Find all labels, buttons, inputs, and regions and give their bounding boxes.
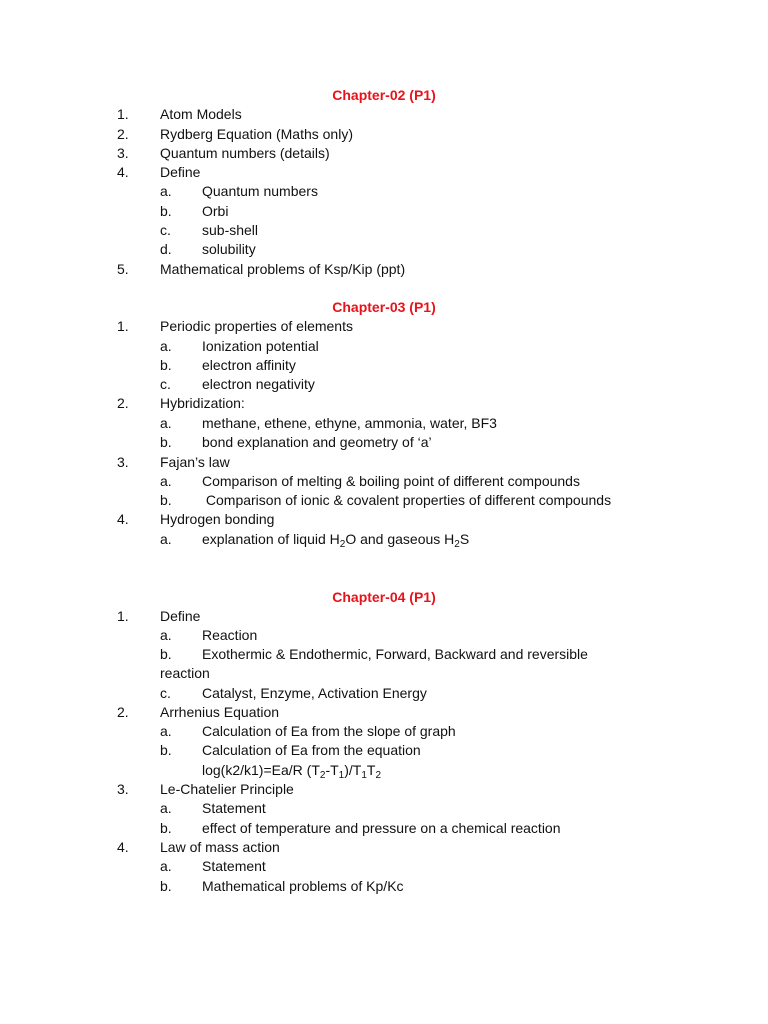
- sub-list-item: [0, 819, 768, 838]
- list-item: [0, 317, 768, 336]
- chapter-title: Chapter-04 (P1): [332, 588, 436, 605]
- item-number: 1.: [117, 318, 129, 334]
- sub-list-item: [0, 741, 768, 760]
- list-item: [0, 394, 768, 413]
- sub-list-item: [0, 221, 768, 240]
- item-number: 1.: [117, 106, 129, 122]
- list-item: [0, 510, 768, 529]
- list-item: [0, 607, 768, 626]
- sub-list-item: [0, 240, 768, 259]
- sub-item-text: explanation of liquid $H_2O$ and gaseous $H_2S$: [202, 530, 470, 550]
- item-text: Rydberg Equation (Maths only): [160, 125, 353, 142]
- item-number: 4.: [117, 511, 129, 527]
- sub-list-item: [0, 530, 768, 549]
- sub-item-text: methane, ethene, ethyne, ammonia, water, BF3: [202, 414, 497, 431]
- list-item: [0, 703, 768, 722]
- sub-item-text: Calculation of Ea from the slope of graph: [202, 723, 456, 739]
- item-number: 5.: [117, 260, 129, 277]
- sub-item-letter: d.: [160, 241, 172, 257]
- item-text: Hydrogen bonding: [160, 511, 275, 527]
- sub-list-item: [0, 684, 768, 703]
- sub-list-item: [0, 337, 768, 356]
- item-text: Hybridization:: [160, 395, 245, 411]
- item-text: Mathematical problems of Ksp/Kip (ppt): [160, 260, 406, 277]
- sub-item-letter: a.: [160, 626, 172, 643]
- sub-list-item: [0, 182, 768, 201]
- sub-item-letter: b.: [160, 646, 172, 662]
- sub-list-item: [0, 645, 768, 664]
- sub-item-letter: a.: [160, 858, 172, 874]
- sub-item-text: Comparison of ionic & covalent properties of different compounds: [202, 492, 612, 508]
- sub-item-letter: c.: [160, 222, 171, 238]
- item-text: Atom Models: [160, 106, 242, 122]
- item-text: Periodic properties of elements: [160, 318, 353, 334]
- sub-list-item: [0, 433, 768, 452]
- sub-item-letter: a.: [160, 414, 172, 431]
- continuation-line: [0, 664, 768, 683]
- arrhenius-equation: log(k2/k1)=Ea/R $(T_2-T_1)/T_1T_2$: [202, 762, 382, 781]
- sub-list-item: [0, 472, 768, 491]
- item-text: Arrhenius Equation: [160, 704, 280, 720]
- sub-item-letter: b.: [160, 819, 172, 836]
- item-text: Define: [160, 164, 201, 180]
- sub-item-letter: b.: [160, 202, 172, 219]
- list-item: [0, 780, 768, 799]
- sub-item-text: Reaction: [202, 626, 258, 643]
- sub-item-text: Quantum numbers: [202, 183, 318, 199]
- sub-item-text: Statement: [202, 800, 266, 816]
- sub-item-letter: b.: [160, 434, 172, 450]
- sub-list-item: [0, 799, 768, 818]
- sub-item-letter: a.: [160, 183, 172, 199]
- sub-item-letter: c.: [160, 376, 171, 392]
- item-number: 4.: [117, 164, 129, 180]
- list-item: [0, 453, 768, 472]
- list-item: [0, 105, 768, 124]
- sub-item-text: solubility: [202, 241, 256, 257]
- sub-list-item: [0, 877, 768, 896]
- sub-item-letter: b.: [160, 742, 172, 758]
- list-item: [0, 125, 768, 144]
- sub-item-text: Ionization potential: [202, 337, 319, 354]
- sub-item-text: Calculation of Ea from the equation: [202, 742, 421, 758]
- sub-list-item: [0, 375, 768, 394]
- sub-item-text: sub-shell: [202, 222, 259, 238]
- sub-list-item: [0, 857, 768, 876]
- sub-list-item: [0, 626, 768, 645]
- sub-item-letter: a.: [160, 472, 172, 489]
- item-text: Le-Chatelier Principle: [160, 781, 294, 797]
- sub-item-letter: c.: [160, 684, 171, 701]
- item-number: 1.: [117, 607, 129, 624]
- item-number: 2.: [117, 704, 129, 720]
- sub-item-letter: a.: [160, 723, 172, 739]
- sub-item-text: Statement: [202, 858, 266, 874]
- list-item: [0, 144, 768, 163]
- list-item: [0, 163, 768, 182]
- sub-list-item: [0, 202, 768, 221]
- sub-item-text: electron negativity: [202, 376, 315, 392]
- sub-item-text: Comparison of melting & boiling point of different compounds: [202, 472, 580, 489]
- sub-item-letter: b.: [160, 357, 172, 373]
- sub-item-text: Mathematical problems of Kp/Kc: [202, 877, 404, 894]
- sub-item-letter: b.: [160, 492, 172, 508]
- item-number: 2.: [117, 395, 129, 411]
- sub-item-letter: a.: [160, 337, 172, 354]
- sub-item-text: Catalyst, Enzyme, Activation Energy: [202, 684, 427, 701]
- sub-item-letter: b.: [160, 877, 172, 894]
- item-text: Quantum numbers (details): [160, 145, 330, 161]
- sub-list-item: [0, 414, 768, 433]
- item-text: Define: [160, 607, 201, 624]
- list-item: [0, 260, 768, 279]
- item-text: Law of mass action: [160, 839, 280, 855]
- item-text: Fajan’s law: [160, 453, 230, 470]
- sub-item-letter: a.: [160, 530, 172, 547]
- sub-list-item: [0, 491, 768, 510]
- list-item: [0, 838, 768, 857]
- item-number: 3.: [117, 453, 129, 470]
- sub-item-letter: a.: [160, 800, 172, 816]
- sub-item-text: effect of temperature and pressure on a chemical reaction: [202, 819, 561, 836]
- chapter-title: Chapter-03 (P1): [332, 299, 436, 315]
- item-number: 2.: [117, 125, 129, 142]
- equation-line: [0, 761, 768, 780]
- sub-item-text: Exothermic & Endothermic, Forward, Backward and reversible: [202, 646, 588, 662]
- item-number: 3.: [117, 145, 129, 161]
- sub-list-item: [0, 356, 768, 375]
- sub-item-text: bond explanation and geometry of ‘a’: [202, 434, 432, 450]
- item-number: 3.: [117, 781, 129, 797]
- chapter-title: Chapter-02 (P1): [332, 87, 436, 103]
- continuation-text: reaction: [160, 665, 210, 681]
- item-number: 4.: [117, 839, 129, 855]
- sub-list-item: [0, 722, 768, 741]
- sub-item-text: electron affinity: [202, 357, 296, 373]
- sub-item-text: Orbi: [202, 202, 229, 219]
